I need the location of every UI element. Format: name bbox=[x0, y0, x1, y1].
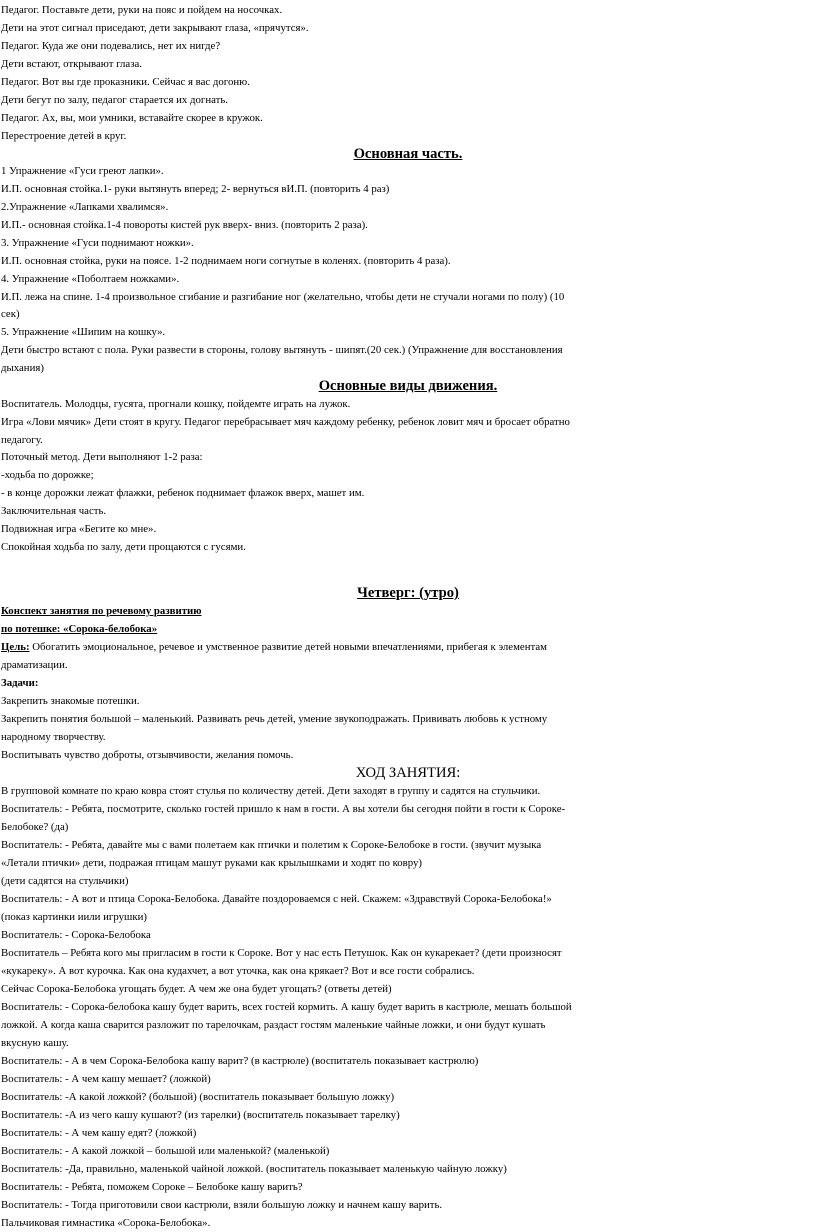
text-line: Воспитатель: - Ребята, поможем Сороке – Белобоке кашу варить? bbox=[1, 1181, 303, 1193]
text-line: 1 Упражнение «Гуси греют лапки». bbox=[1, 165, 164, 177]
text-line: Поточный метод. Дети выполняют 1-2 раза: bbox=[1, 451, 203, 463]
text-line: Воспитатель: -А из чего кашу кушают? (из тарелки) (воспитатель показывает тарелку) bbox=[1, 1109, 400, 1121]
text-line: Воспитатель: - Ребята, посмотрите, сколько гостей пришло к нам в гости. А вы хотели бы сегодня пойти в гости к Сороке- bbox=[1, 803, 566, 815]
text-line: 2.Упражнение «Лапками хвалимся». bbox=[1, 201, 169, 213]
text-line: драматизации. bbox=[1, 659, 68, 671]
text-line: Воспитатель: - Ребята, давайте мы с вами полетаем как птички и полетим к Сороке-Белобоке в гости. (звучит музыка bbox=[1, 839, 542, 851]
text-line: И.П. лежа на спине. 1-4 произвольное сгибание и разгибание ног (желательно, чтобы дети не стучали ногами по полу) (10 bbox=[1, 291, 565, 303]
text-line: «Летали птички» дети, подражая птицам машут руками как крылышками и ходят по ковру) bbox=[1, 857, 423, 869]
centered-heading: ХОД ЗАНЯТИЯ: bbox=[355, 765, 461, 781]
text-line: Закрепить знакомые потешки. bbox=[1, 695, 140, 707]
text-line: народному творчеству. bbox=[1, 731, 106, 743]
bold-label: Задачи: bbox=[1, 677, 39, 689]
text-line: Дети встают, открывают глаза. bbox=[1, 58, 142, 70]
text-line: сек) bbox=[1, 308, 20, 320]
text-line: Дети быстро встают с пола. Руки развести в стороны, голову вытянуть - шипят.(20 сек.) (Упражнение для восстановления bbox=[1, 344, 563, 356]
text-line: «кукареку». А вот курочка. Как она кудахчет, а вот уточка, как она крякает? Вот и все гости собрались. bbox=[1, 965, 475, 977]
text-line: Воспитатель: - А чем кашу едят? (ложкой) bbox=[1, 1127, 197, 1139]
text-line: Дети на этот сигнал приседают, дети закрывают глаза, «прячутся». bbox=[1, 22, 309, 34]
goal-text: Обогатить эмоциональное, речевое и умственное развитие детей новыми впечатлениями, прибегая к элементам bbox=[29, 641, 547, 653]
text-line: (показ картинки иили игрушки) bbox=[1, 911, 147, 923]
text-line: Педагог. Куда же они подевались, нет их нигде? bbox=[1, 40, 221, 52]
text-line: педагогу. bbox=[1, 434, 43, 446]
text-line: И.П. основная стойка.1- руки вытянуть вперед; 2- вернуться вИ.П. (повторить 4 раз) bbox=[1, 183, 390, 195]
text-line: Пальчиковая гимнастика «Сорока-Белобока». bbox=[1, 1217, 211, 1229]
text-line: Заключительная часть. bbox=[1, 505, 107, 517]
text-line: Игра «Лови мячик» Дети стоят в кругу. Педагог перебрасывает мяч каждому ребенку, ребенок ловит мяч и бросает обратно bbox=[1, 416, 570, 428]
text-line: Спокойная ходьба по залу, дети прощаются с гусями. bbox=[1, 541, 246, 553]
text-line: 5. Упражнение «Шипим на кошку». bbox=[1, 326, 166, 338]
text-line: Сейчас Сорока-Белобока угощать будет. А чем же она будет угощать? (ответы детей) bbox=[1, 983, 392, 995]
text-line: Воспитатель: - А вот и птица Сорока-Белобока. Давайте поздороваемся с ней. Скажем: «Здравствуй Сорока-Белобока!» bbox=[1, 893, 552, 905]
text-line: -ходьба по дорожке; bbox=[1, 469, 94, 481]
text-line: Воспитывать чувство доброты, отзывчивости, желания помочь. bbox=[1, 749, 294, 761]
text-line: Воспитатель. Молодцы, гусята, прогнали кошку, пойдемте играть на лужок. bbox=[1, 398, 351, 410]
text-line: Дети бегут по залу, педагог старается их догнать. bbox=[1, 94, 228, 106]
text-line: Воспитатель: - А в чем Сорока-Белобока кашу варит? (в кастрюле) (воспитатель показывает кастрюлю) bbox=[1, 1055, 479, 1067]
text-line: Воспитатель: -Да, правильно, маленькой чайной ложкой. (воспитатель показывает маленькую чайную ложку) bbox=[1, 1163, 507, 1175]
text-line: Педагог. Вот вы где проказники. Сейчас я вас догоню. bbox=[1, 76, 250, 88]
text-line: вкусную кашу. bbox=[1, 1037, 69, 1049]
text-line: Педагог. Ах, вы, мои умники, вставайте скорее в кружок. bbox=[1, 112, 263, 124]
text-line: Педагог. Поставьте дети, руки на пояс и пойдем на носочках. bbox=[1, 4, 283, 16]
text-line: Закрепить понятия большой – маленький. Развивать речь детей, умение звукоподражать. Прививать любовь к устному bbox=[1, 713, 548, 725]
text-line: - в конце дорожки лежат флажки, ребенок поднимает флажок вверх, машет им. bbox=[1, 487, 365, 499]
goal-line bbox=[0, 638, 816, 656]
text-line: В групповой комнате по краю ковра стоят стулья по количеству детей. Дети заходят в группу и садятся на стульчики. bbox=[1, 785, 541, 797]
text-line: Воспитатель – Ребята кого мы пригласим в гости к Сороке. Вот у нас есть Петушок. Как он кукарекает? (дети произносят bbox=[1, 947, 562, 959]
text-line: дыхания) bbox=[1, 362, 44, 374]
goal-label: Цель: bbox=[1, 641, 30, 653]
document-title: по потешке: «Сорока-белобока» bbox=[1, 623, 158, 635]
text-line: ложкой. А когда каша сварится разложит по тарелочкам, раздаст гостям маленькие чайные ложки, и они будут кушать bbox=[1, 1019, 546, 1031]
text-line: 4. Упражнение «Поболтаем ножками». bbox=[1, 273, 180, 285]
section-heading: Четверг: (утро) bbox=[357, 585, 459, 601]
document-title: Конспект занятия по речевому развитию bbox=[1, 605, 202, 617]
text-line: Воспитатель: - Тогда приготовили свои кастрюли, взяли большую ложку и начнем кашу варить. bbox=[1, 1199, 443, 1211]
text-line: Воспитатель: - Сорока-Белобока bbox=[1, 929, 151, 941]
text-line: И.П.- основная стойка.1-4 повороты кистей рук вверх- вниз. (повторить 2 раза). bbox=[1, 219, 368, 231]
text-line: 3. Упражнение «Гуси поднимают ножки». bbox=[1, 237, 194, 249]
section-heading: Основные виды движения. bbox=[318, 378, 498, 394]
text-line: И.П. основная стойка, руки на поясе. 1-2 поднимаем ноги согнутые в коленях. (повторить 4 раза). bbox=[1, 255, 451, 267]
text-line: Воспитатель: - Сорока-белобока кашу будет варить, всех гостей кормить. А кашу будет варить в кастрюле, мешать большой bbox=[1, 1001, 572, 1013]
text-line: Воспитатель: - А чем кашу мешает? (ложкой) bbox=[1, 1073, 211, 1085]
text-line: (дети садятся на стульчики) bbox=[1, 875, 129, 887]
text-line: Воспитатель: -А какой ложкой? (большой) (воспитатель показывает большую ложку) bbox=[1, 1091, 395, 1103]
text-line: Перестроение детей в круг. bbox=[1, 130, 127, 142]
text-line: Подвижная игра «Бегите ко мне». bbox=[1, 523, 157, 535]
text-line: Воспитатель: - А какой ложкой – большой или маленькой? (маленькой) bbox=[1, 1145, 330, 1157]
text-line: Белобоке? (да) bbox=[1, 821, 69, 833]
section-heading: Основная часть. bbox=[353, 146, 463, 162]
